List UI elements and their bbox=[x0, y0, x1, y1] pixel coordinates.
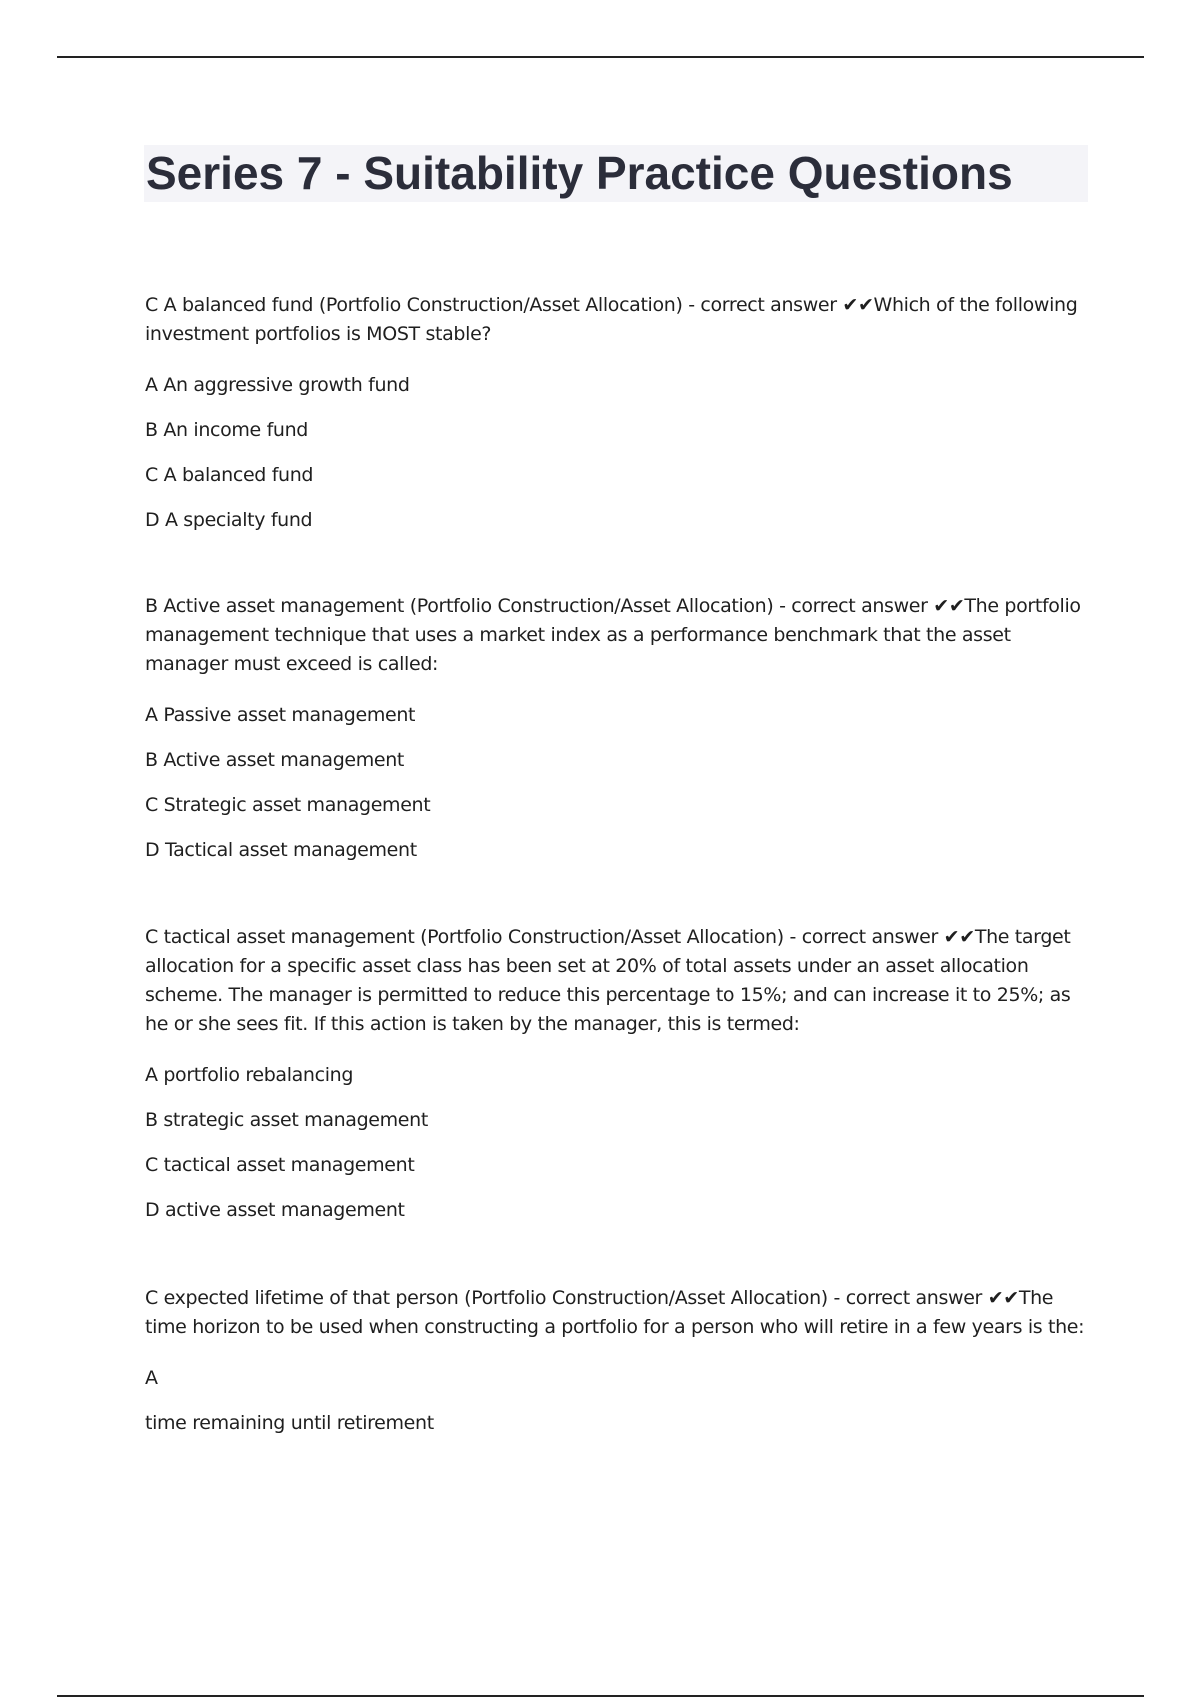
question-text: B Active asset management (Portfolio Construction/Asset Allocation) - correct answer ✔✔The portfolio management technique that uses a market index as a performance benchmark that the asset manager must exceed is called: bbox=[145, 595, 1081, 675]
question-text: C A balanced fund (Portfolio Construction/Asset Allocation) - correct answer ✔✔Which of the following investment portfolios is MOST stable? bbox=[145, 294, 1078, 345]
answer-option: A An aggressive growth fund bbox=[145, 374, 410, 396]
document-title: Series 7 - Suitability Practice Questions bbox=[146, 147, 1013, 199]
answer-option: C tactical asset management bbox=[145, 1154, 415, 1176]
answer-option: C Strategic asset management bbox=[145, 794, 431, 816]
answer-option: A portfolio rebalancing bbox=[145, 1064, 354, 1086]
answer-option: B strategic asset management bbox=[145, 1109, 428, 1131]
answer-option: A Passive asset management bbox=[145, 704, 416, 726]
question-block bbox=[145, 592, 1095, 873]
header-rule bbox=[57, 56, 1144, 58]
question-text: C expected lifetime of that person (Portfolio Construction/Asset Allocation) - correct answer ✔✔The time horizon to be used when constructing a portfolio for a person who will retire in a few years is the: bbox=[145, 1287, 1085, 1338]
question-block bbox=[145, 291, 1095, 543]
answer-option: A bbox=[145, 1367, 158, 1389]
question-block bbox=[145, 1284, 1095, 1446]
answer-option: D active asset management bbox=[145, 1199, 405, 1221]
answer-option: D Tactical asset management bbox=[145, 839, 417, 861]
answer-option: D A specialty fund bbox=[145, 509, 313, 531]
answer-option: B Active asset management bbox=[145, 749, 405, 771]
question-block bbox=[145, 923, 1095, 1233]
question-text: C tactical asset management (Portfolio Construction/Asset Allocation) - correct answer ✔✔The target allocation for a specific asset class has been set at 20% of total assets under an asset allocation scheme. The manager is permitted to reduce this percentage to 15%; and can increase it to 25%; as he or she sees fit. If this action is taken by the manager, this is termed: bbox=[145, 926, 1071, 1035]
footer-rule bbox=[57, 1695, 1144, 1697]
answer-option: C A balanced fund bbox=[145, 464, 314, 486]
answer-option: B An income fund bbox=[145, 419, 309, 441]
answer-option: time remaining until retirement bbox=[145, 1412, 434, 1434]
